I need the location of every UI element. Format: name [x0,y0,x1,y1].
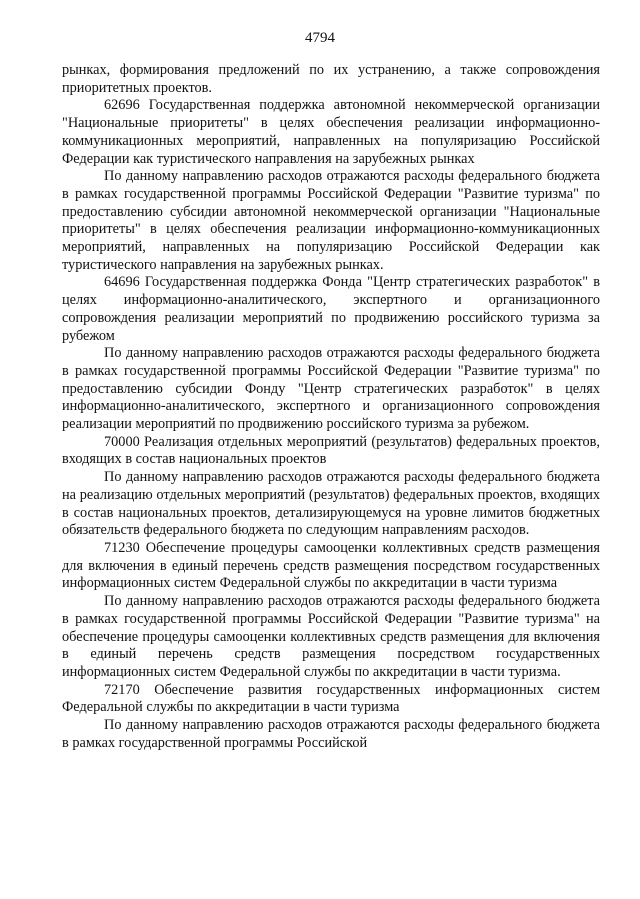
paragraph: По данному направлению расходов отражаются расходы федерального бюджета на реализацию отдельных мероприятий (результатов) федеральных проектов, входящих в состав национальных проектов, детализирующемуся на уровне лимитов бюджетных обязательств федерального бюджета по следующим направлениям расходов. [62,469,600,539]
paragraph: По данному направлению расходов отражаются расходы федерального бюджета в рамках государственной программы Российской Федерации "Развитие туризма" по предоставлению субсидии автономной некоммерческой организации "Национальные приоритеты" в целях обеспечения реализации информационно-коммуникационных мероприятий, направленных на популяризацию Российской Федерации как туристического направления на зарубежных рынках. [62,168,600,273]
paragraph: 64696 Государственная поддержка Фонда "Центр стратегических разработок" в целях информационно-аналитического, экспертного и организационного сопровождения реализации мероприятий по продвижению российского туризма за рубежом [62,274,600,344]
paragraph: рынках, формирования предложений по их устранению, а также сопровождения приоритетных проектов. [62,62,600,96]
paragraph: 71230 Обеспечение процедуры самооценки коллективных средств размещения для включения в единый перечень средств размещения посредством государственных информационных систем Федеральной службы по аккредитации в части туризма [62,539,600,592]
paragraph: 72170 Обеспечение развития государственных информационных систем Федеральной службы по аккредитации в части туризма [62,681,600,716]
document-body [62,62,600,752]
page-number: 4794 [305,30,335,46]
paragraph: 70000 Реализация отдельных мероприятий (результатов) федеральных проектов, входящих в состав национальных проектов [62,433,600,468]
paragraph: По данному направлению расходов отражаются расходы федерального бюджета в рамках государственной программы Российской Федерации "Развитие туризма" по предоставлению субсидии Фонду "Центр стратегических разработок" в целях информационно-аналитического, экспертного и организационного сопровождения реализации мероприятий по продвижению российского туризма за рубежом. [62,345,600,433]
paragraph: По данному направлению расходов отражаются расходы федерального бюджета в рамках государственной программы Российской Федерации "Развитие туризма" на обеспечение процедуры самооценки коллективных средств размещения для включения в единый перечень средств размещения посредством государственных информационных систем Федеральной службы по аккредитации в части туризма. [62,593,600,680]
paragraph: По данному направлению расходов отражаются расходы федерального бюджета в рамках государственной программы Российской [62,717,600,751]
paragraph: 62696 Государственная поддержка автономной некоммерческой организации "Национальные приоритеты" в целях обеспечения реализации информационно-коммуникационных мероприятий, направленных на популяризацию Российской Федерации как туристического направления на зарубежных рынках [62,97,600,167]
